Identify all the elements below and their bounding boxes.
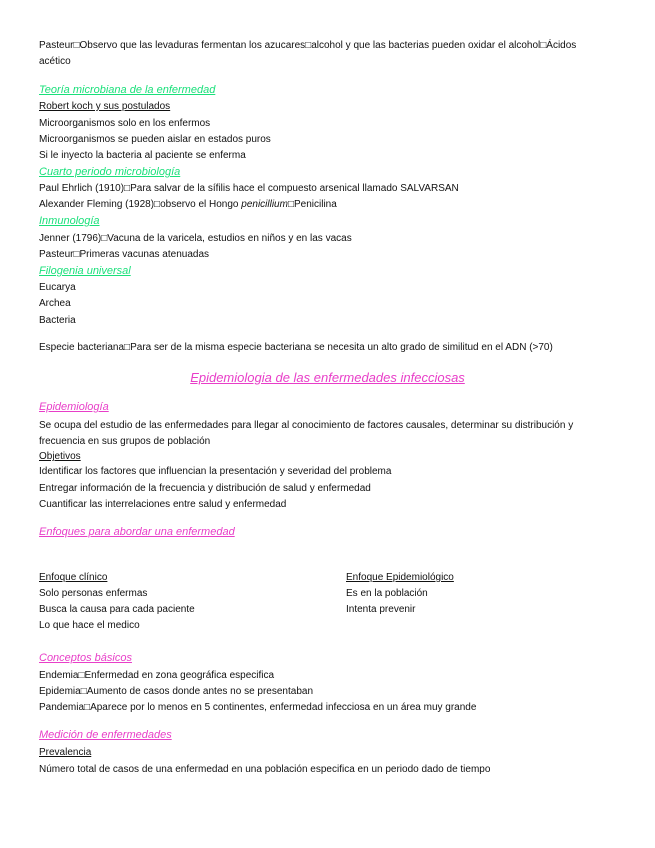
heading-teoria-microbiana: Teoría microbiana de la enfermedad [39, 84, 216, 96]
pandemia-line: Pandemia□Aparece por lo menos en 5 continentes, enfermedad infecciosa en un área muy grande [39, 702, 477, 713]
epidemiologico-item-1: Es en la población [346, 588, 428, 599]
fleming-line [39, 199, 337, 211]
especie-bacteriana-line: Especie bacteriana□Para ser de la misma especie bacteriana se necesita un alto grado de similitud en el ADN (>70) [39, 342, 553, 353]
fleming-genus: penicillium [241, 199, 288, 210]
heading-cuarto-periodo: Cuarto periodo microbiología [39, 166, 181, 178]
epidemia-line: Epidemia□Aumento de casos donde antes no se presentaban [39, 686, 314, 697]
subheading-koch: Robert koch y sus postulados [39, 101, 171, 112]
pasteur-vaccine-line: Pasteur□Primeras vacunas atenuadas [39, 249, 210, 260]
heading-filogenia: Filogenia universal [39, 265, 131, 277]
objetivo-3: Cuantificar las interrelaciones entre salud y enfermedad [39, 499, 287, 510]
pasteur-paragraph-line-1: Pasteur□Observo que las levaduras fermentan los azucares□alcohol y que las bacterias pueden oxidar el alcohol□Ácidos [39, 40, 577, 51]
koch-postulate-2: Microorganismos se pueden aislar en estados puros [39, 134, 271, 145]
fleming-result: □Penicilina [287, 199, 337, 210]
heading-inmunologia: Inmunología [39, 215, 100, 227]
endemia-line: Endemia□Enfermedad en zona geográfica especifica [39, 670, 275, 681]
heading-enfoques: Enfoques para abordar una enfermedad [39, 526, 235, 538]
epidemiologico-item-2: Intenta prevenir [346, 604, 416, 615]
section-title-epidemiologia: Epidemiologia de las enfermedades infecciosas [190, 370, 465, 385]
prevalencia-definition: Número total de casos de una enfermedad en una población especifica en un periodo dado de tiempo [39, 764, 491, 775]
objetivo-2: Entregar información de la frecuencia y distribución de salud y enfermedad [39, 483, 371, 494]
koch-postulate-1: Microorganismos solo en los enfermos [39, 118, 211, 129]
heading-conceptos-basicos: Conceptos básicos [39, 652, 132, 664]
domain-archea: Archea [39, 298, 71, 309]
heading-medicion: Medición de enfermedades [39, 729, 172, 741]
subheading-enfoque-clinico: Enfoque clínico [39, 572, 108, 583]
fleming-text: Alexander Fleming (1928)□observo el Hongo [39, 199, 242, 210]
domain-bacteria: Bacteria [39, 315, 76, 326]
heading-epidemiologia: Epidemiología [39, 401, 109, 413]
subheading-objetivos: Objetivos [39, 451, 81, 462]
domain-eucarya: Eucarya [39, 282, 76, 293]
objetivo-1: Identificar los factores que influencian la presentación y severidad del problema [39, 466, 392, 477]
clinico-item-2: Busca la causa para cada paciente [39, 604, 195, 615]
koch-postulate-3: Si le inyecto la bacteria al paciente se enferma [39, 150, 246, 161]
subheading-enfoque-epidemiologico: Enfoque Epidemiológico [346, 572, 454, 583]
epidemiologia-definition: Se ocupa del estudio de las enfermedades para llegar al conocimiento de factores causales, determinar su distribución y frecuencia en sus grupos de población [39, 420, 574, 447]
ehrlich-line: Paul Ehrlich (1910)□Para salvar de la sífilis hace el compuesto arsenical llamado SALVARSAN [39, 183, 459, 194]
pasteur-paragraph-line-2: acético [39, 56, 71, 67]
subheading-prevalencia: Prevalencia [39, 747, 92, 758]
clinico-item-1: Solo personas enfermas [39, 588, 148, 599]
jenner-line: Jenner (1796)□Vacuna de la varicela, estudios en niños y en las vacas [39, 233, 352, 244]
clinico-item-3: Lo que hace el medico [39, 620, 140, 631]
